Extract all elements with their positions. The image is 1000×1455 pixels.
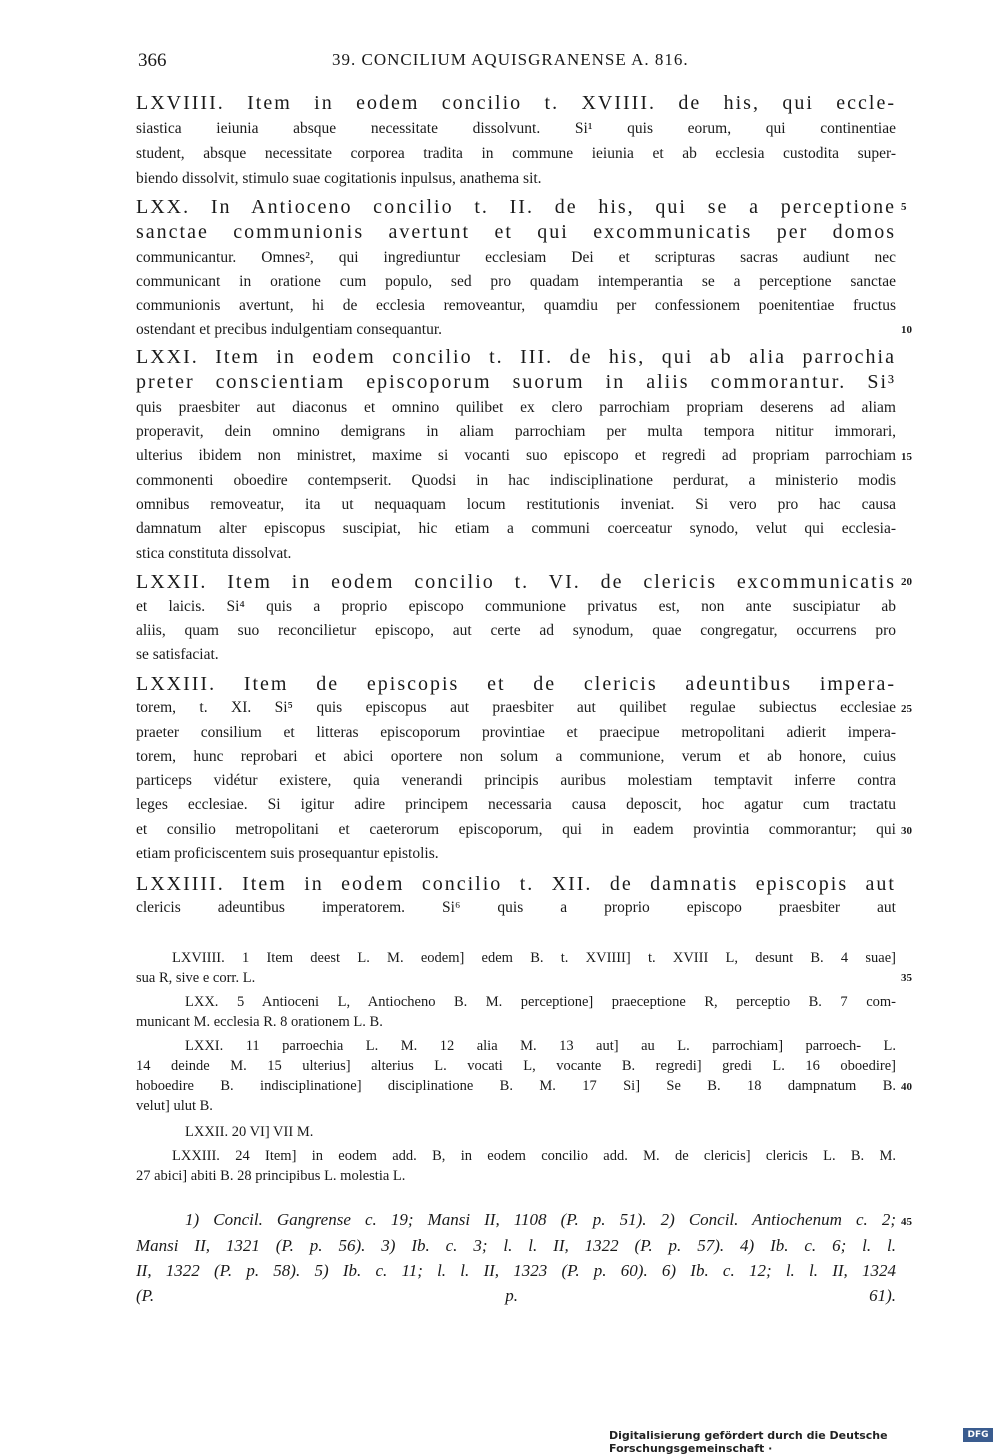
text-line: torem, hunc reprobari et abici oportere non solum a communione, verum et ab honore, cuius: [136, 748, 896, 765]
text-line: se satisfaciat.: [136, 646, 219, 663]
text-line: particeps vidétur existere, quia venerandi principis auribus molestiam temptavit inferre contra: [136, 772, 896, 789]
variant-note-line: 27 abici] abiti B. 28 principibus L. molestia L.: [136, 1168, 406, 1184]
text-line: communionis avertunt, hi de ecclesia removeantur, quamdiu per confessionem poenitentiae fructus: [136, 297, 896, 314]
variant-note-line: LXXI. 11 parroechia L. M. 12 alia M. 13 aut] au L. parrochiam] parroech- L.: [185, 1038, 896, 1054]
chapter-heading-lxxiiii: LXXIIII. Item in eodem concilio t. XII. de damnatis episcopis aut: [136, 873, 896, 895]
text-line: leges ecclesiae. Si igitur adire principem necessaria causa deposcit, hoc agatur cum tractatu: [136, 796, 896, 813]
line-number: 10: [901, 324, 912, 336]
line-number: 5: [901, 201, 907, 213]
variant-note-line: sua R, sive e corr. L.: [136, 970, 256, 986]
text-line: commonenti oboedire contempserit. Quodsi in hac indisciplinatione perdurat, a ministerio modis: [136, 472, 896, 489]
variant-note-line: LXXIII. 24 Item] in eodem add. B, in eodem concilio add. M. de clericis] clericis L. B. M.: [172, 1148, 896, 1164]
footnote-line: II, 1322 (P. p. 58). 5) Ib. c. 11; l. l. II, 1323 (P. p. 60). 6) Ib. c. 12; l. l. II, 1324: [136, 1261, 896, 1280]
variant-note-line: hoboedire B. indisciplinatione] disciplinatione B. M. 17 Si] Se B. 18 dampnatum B.: [136, 1078, 896, 1094]
text-line: damnatum alter episcopus suscipiat, hic etiam a communi coerceatur synodo, velut qui ecclesia-: [136, 520, 896, 537]
chapter-heading-lxviiii: LXVIIII. Item in eodem concilio t. XVIIII. de his, qui eccle-: [136, 92, 896, 114]
text-line: properavit, dein omnino demigrans in aliam parrochiam per multa tempora nititur immorari,: [136, 423, 896, 440]
line-number: 25: [901, 703, 912, 715]
variant-note-line: velut] ulut B.: [136, 1098, 213, 1114]
chapter-heading-lxx: LXX. In Antioceno concilio t. II. de his, qui se a perceptione: [136, 196, 896, 218]
text-line: siastica ieiunia absque necessitate dissolvunt. Si¹ quis eorum, qui continentiae: [136, 120, 896, 137]
line-number: 40: [901, 1081, 912, 1093]
text-line: ostendant et precibus indulgentiam consequantur.: [136, 321, 443, 338]
line-number: 20: [901, 576, 912, 588]
text-line: clericis adeuntibus imperatorem. Si⁶ quis a proprio episcopo praesbiter aut: [136, 899, 896, 916]
text-line: omnibus removeatur, ita ut nequaquam locum restitutionis inveniat. Si vero pro hac causa: [136, 496, 896, 513]
digitization-credit: Digitalisierung gefördert durch die Deutsche Forschungsgemeinschaft ·: [609, 1429, 888, 1455]
line-number: 15: [901, 451, 912, 463]
footnote-line: 1) Concil. Gangrense c. 19; Mansi II, 1108 (P. p. 51). 2) Concil. Antiochenum c. 2;: [185, 1210, 896, 1229]
text-line: quis praesbiter aut diaconus et omnino quilibet ex clero parrochiam propriam deserens ad aliam: [136, 399, 896, 416]
chapter-heading-lxxi: LXXI. Item in eodem concilio t. III. de his, qui ab alia parrochia: [136, 346, 896, 368]
text-line: etiam proficiscentem suis prosequantur epistolis.: [136, 845, 439, 862]
variant-note-line: LXX. 5 Antioceni L, Antiocheno B. M. perceptione] praeceptione R, perceptio B. 7 com-: [185, 994, 896, 1010]
line-number: 30: [901, 825, 912, 837]
chapter-heading-lxxii: LXXII. Item in eodem concilio t. VI. de clericis excommunicatis: [136, 571, 896, 593]
text-line: et laicis. Si⁴ quis a proprio episcopo communione privatus est, non ante suscipiatur ab: [136, 598, 896, 615]
text-line: communicant in oratione cum populo, sed pro quadam intemperantia se a perceptione sanctae: [136, 273, 896, 290]
text-line: student, absque necessitate corporea tradita in commune ieiunia et ab ecclesia custodita super-: [136, 145, 896, 162]
text-line: ulterius ibidem non ministret, maxime si vocanti suo episcopo et regredi ad propriam parrochiam: [136, 447, 896, 464]
text-line: biendo dissolvit, stimulo suae cogitationis inpulsus, anathema sit.: [136, 170, 542, 187]
variant-note-line: municant M. ecclesia R. 8 orationem L. B.: [136, 1014, 383, 1030]
variant-note-line: 14 deinde M. 15 ulterius] alterius L. vocati L, vocante B. regredi] gredi L. 16 oboedire]: [136, 1058, 896, 1074]
line-number: 45: [901, 1216, 912, 1228]
line-number: 35: [901, 972, 912, 984]
page-number: 366: [138, 50, 167, 71]
text-line: torem, t. XI. Si⁵ quis episcopus aut praesbiter aut quilibet regulae subiectus ecclesiae: [136, 699, 896, 716]
chapter-heading-lxxiii: LXXIII. Item de episcopis et de clericis adeuntibus impera-: [136, 673, 896, 695]
text-line: et consilio metropolitani et caeterorum episcoporum, qui in eadem provintia commorantur; qui: [136, 821, 896, 838]
text-line: aliis, quam suo reconcilietur episcopo, aut certe ad synodum, quae congregatur, occurrens pro: [136, 622, 896, 639]
footnote-line: (P. p. 61).: [136, 1286, 896, 1305]
running-head: 39. CONCILIUM AQUISGRANENSE A. 816.: [332, 50, 689, 69]
chapter-heading-lxx-cont: sanctae communionis avertunt et qui excommunicatis per domos: [136, 221, 896, 243]
chapter-heading-lxxi-cont: preter conscientiam episcoporum suorum in aliis commorantur. Si³: [136, 371, 896, 393]
text-line: praeter consilium et litteras episcoporum provintiae et praecipue metropolitani adierit impera-: [136, 724, 896, 741]
footnote-line: Mansi II, 1321 (P. p. 56). 3) Ib. c. 3; l. l. II, 1322 (P. p. 57). 4) Ib. c. 6; l. l.: [136, 1236, 896, 1255]
dfg-logo: DFG: [963, 1428, 993, 1442]
variant-note-line: LXXII. 20 VI] VII M.: [185, 1124, 314, 1140]
text-line: stica constituta dissolvat.: [136, 545, 292, 562]
text-line: communicantur. Omnes², qui ingrediuntur ecclesiam Dei et scripturas sacras audiunt nec: [136, 249, 896, 266]
variant-note-line: LXVIIII. 1 Item deest L. M. eodem] edem B. t. XVIIII] t. XVIII L, desunt B. 4 suae]: [172, 950, 896, 966]
